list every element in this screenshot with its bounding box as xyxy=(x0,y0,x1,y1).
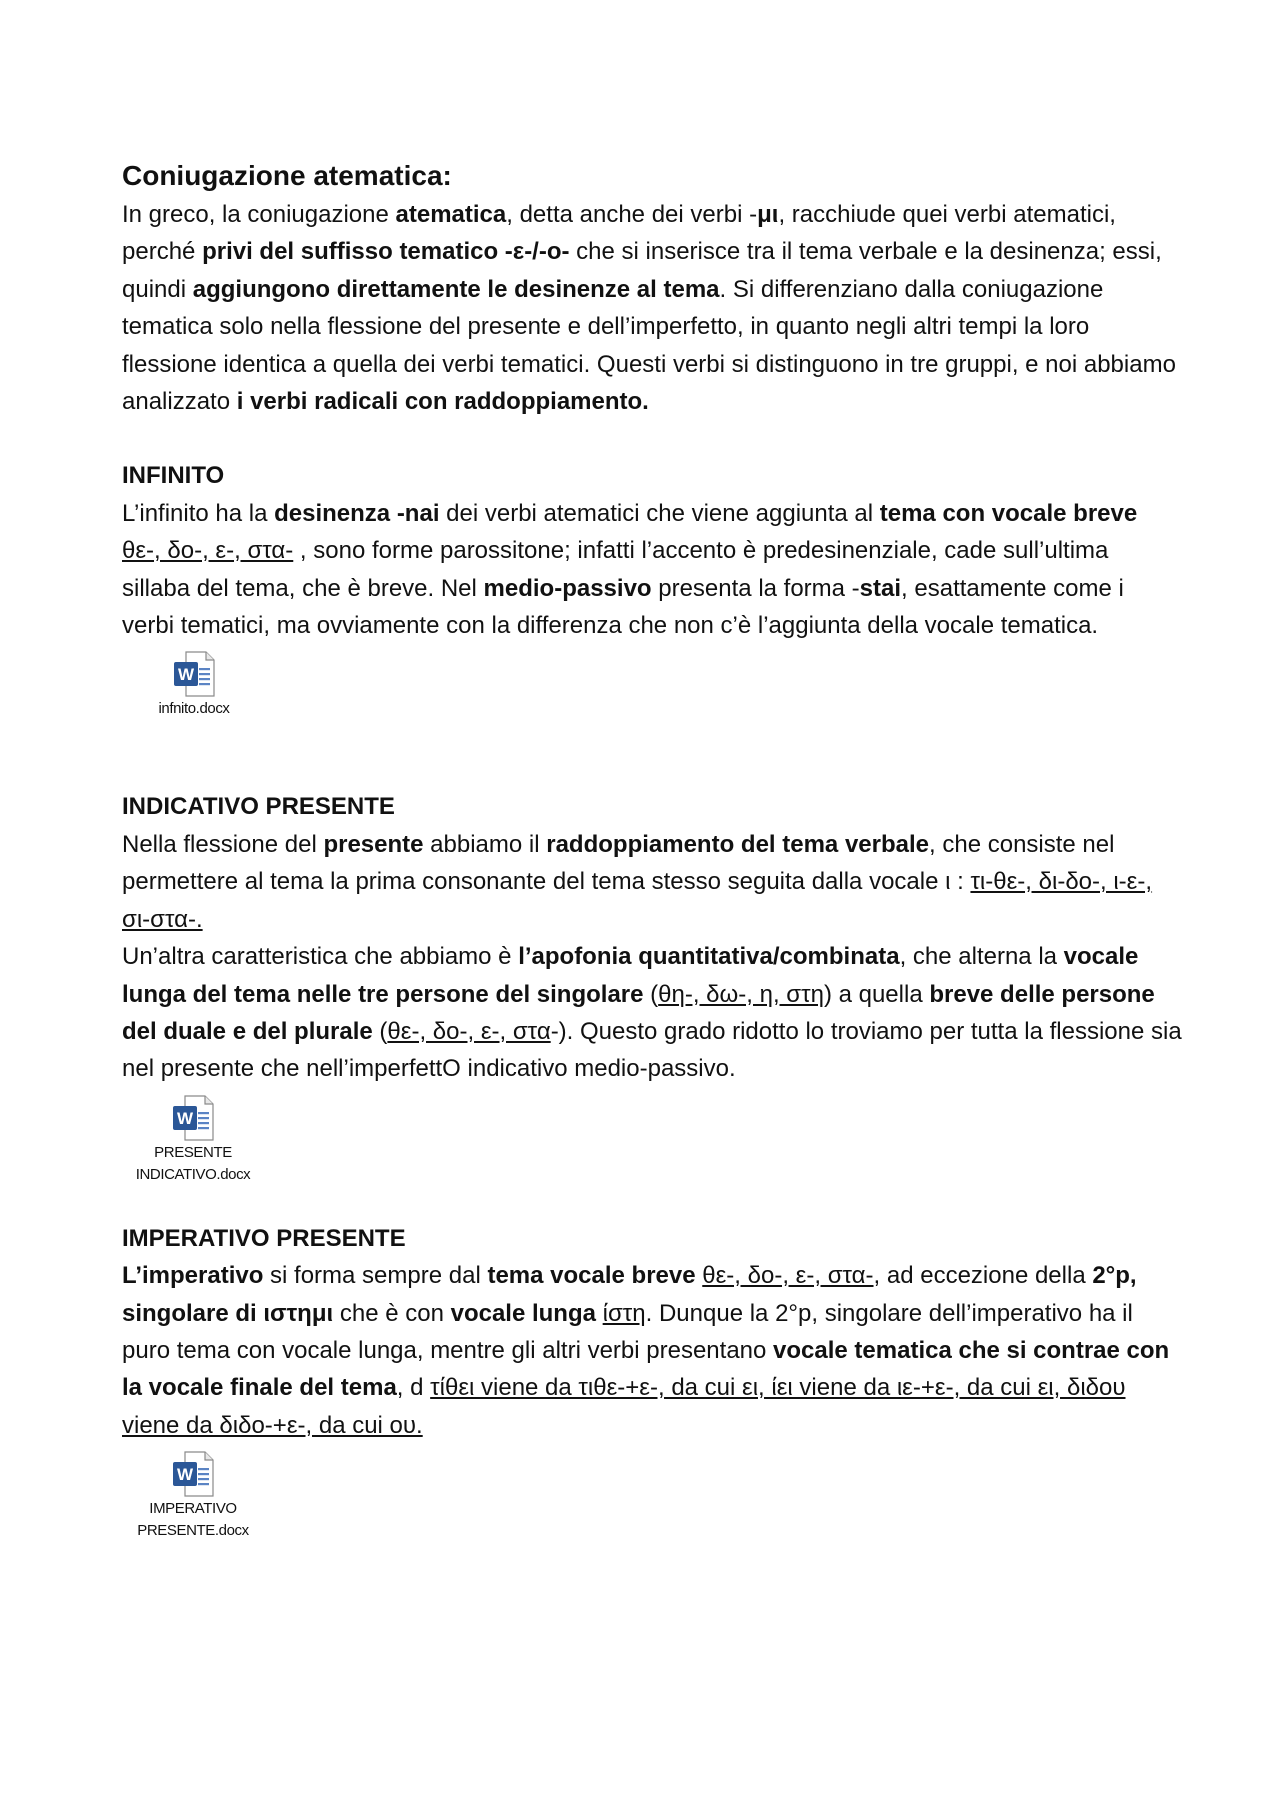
word-document-icon xyxy=(172,650,216,698)
text-run: , sono forme parossitone; infatti l’accento è predesinenziale, cade sull’ultima sillaba del tema, che è breve. Nel xyxy=(122,537,1109,602)
svg-text:W: W xyxy=(176,1108,194,1128)
attachment-filename-line1: PRESENTE xyxy=(154,1143,232,1161)
spacer xyxy=(122,720,1182,788)
bold-run: μι xyxy=(757,201,779,228)
spacer xyxy=(122,1186,1182,1220)
presente-paragraph-2 xyxy=(122,938,1182,1088)
underlined-run: θε-, δο-, ε-, στα- xyxy=(702,1262,874,1290)
text-run: ( xyxy=(372,1017,388,1045)
text-run: . Dunque la 2°p, singolare dell’imperativo ha il puro tema con vocale lunga, mentre gli altri verbi presentano xyxy=(122,1299,1133,1364)
word-document-icon xyxy=(171,1450,215,1498)
text-run: , esattamente come i verbi tematici, ma ovviamente con la differenza che non c’è l’aggiunta della vocale tematica. xyxy=(122,574,1124,640)
text-run: ) a quella xyxy=(823,980,930,1008)
bold-run: tema vocale breve xyxy=(487,1262,696,1290)
text-run: L’infinito ha la xyxy=(122,499,275,527)
bold-run: raddoppiamento del tema verbale xyxy=(546,830,930,858)
text-run: , che alterna la xyxy=(899,943,1064,971)
text-run: Un’altra caratteristica che abbiamo è xyxy=(122,943,519,971)
text-run: che è con xyxy=(333,1299,451,1327)
bold-run: aggiungono direttamente le desinenze al tema xyxy=(192,275,720,303)
bold-run: atematica xyxy=(395,201,507,228)
attachment-filename-line1: IMPERATIVO xyxy=(149,1500,237,1518)
underlined-run: ίστη xyxy=(602,1299,646,1327)
section-heading-imperativo: IMPERATIVO PRESENTE xyxy=(122,1224,406,1252)
spacer xyxy=(122,420,1182,457)
bold-run: i verbi radicali con raddoppiamento. xyxy=(236,388,649,416)
bold-run: presente xyxy=(323,830,424,858)
svg-text:W: W xyxy=(177,665,195,685)
bold-run: vocale tematica che si contrae con la vocale finale del tema xyxy=(122,1336,1170,1402)
text-run: In greco, la coniugazione xyxy=(122,201,396,228)
bold-run: medio-passivo xyxy=(483,574,652,602)
underlined-run: τι-θε-, δι-δο-, ι-ε-, σι-στα-. xyxy=(122,868,1153,933)
text-run: Nella flessione del xyxy=(122,830,324,858)
bold-run: stai xyxy=(859,574,902,602)
text-run: presenta la forma - xyxy=(651,574,860,602)
bold-run: vocale lunga del tema nelle tre persone del singolare xyxy=(122,943,1139,1008)
section-heading-presente: INDICATIVO PRESENTE xyxy=(122,793,395,821)
document-body xyxy=(122,156,1182,1542)
bold-run: tema con vocale breve xyxy=(879,499,1138,527)
page-title: Coniugazione atematica: xyxy=(122,160,452,191)
presente-paragraph-1 xyxy=(122,826,1182,938)
underlined-run: θη-, δω-, η, στη xyxy=(658,980,824,1008)
underlined-run: θε-, δο-, ε-, στα- xyxy=(122,537,294,565)
attachment-filename-line2: INDICATIVO.docx xyxy=(135,1165,251,1183)
attachment-imperativo-presente[interactable] xyxy=(118,1444,268,1542)
text-run: -). Questo grado ridotto lo troviamo per tutta la flessione sia nel presente che nell’imperfettO indicativo medio-passivo. xyxy=(122,1017,1182,1083)
attachment-filename-line2: PRESENTE.docx xyxy=(137,1522,249,1540)
section-heading-infinito: INFINITO xyxy=(122,462,225,490)
word-document-icon xyxy=(171,1094,215,1142)
text-run: si forma sempre dal xyxy=(263,1262,488,1290)
text-run: ( xyxy=(643,980,659,1008)
text-run: , racchiude quei verbi atematici, perché xyxy=(122,201,1116,266)
bold-run: breve delle persone del duale e del plurale xyxy=(122,980,1155,1045)
svg-text:W: W xyxy=(176,1465,194,1485)
attachment-infinito[interactable] xyxy=(119,644,269,720)
text-run: che si inserisce tra il tema verbale e la desinenza; essi, quindi xyxy=(122,238,1162,303)
bold-run: 2°p, singolare di ιστημι xyxy=(122,1262,1137,1327)
text-run: dei verbi atematici che viene aggiunta al xyxy=(439,499,880,527)
text-run: . Si differenziano dalla coniugazione tematica solo nella flessione del presente e dell’imperfetto, in quanto negli altri tempi la loro flessione identica a quella dei verbi tematici. Questi verbi si distinguono in tre gruppi, e noi abbiamo analizzato xyxy=(122,275,1176,416)
text-run xyxy=(596,1300,603,1327)
infinito-paragraph xyxy=(122,495,1182,645)
bold-run: desinenza -nai xyxy=(274,499,440,527)
bold-run: L’imperativo xyxy=(122,1262,264,1290)
text-run: , ad eccezione della xyxy=(873,1262,1093,1290)
text-run: , che consiste nel permettere al tema la prima consonante del tema stesso seguita dalla vocale ι : xyxy=(122,830,1115,896)
underlined-run: θε-, δο-, ε-, στα xyxy=(387,1017,551,1045)
bold-run: privi del suffisso tematico -ε-/-ο- xyxy=(202,238,570,266)
text-run: abbiamo il xyxy=(423,830,547,858)
bold-run: l’apofonia quantitativa/combinata xyxy=(518,943,900,971)
intro-paragraph xyxy=(122,196,1182,420)
imperativo-paragraph xyxy=(122,1257,1182,1444)
underlined-run: τίθει viene da τιθε-+ε-, da cui ει, ίει viene da ιε-+ε-, da cui ει, διδου viene da διδο-+ε-, da cui ου. xyxy=(122,1374,1126,1439)
text-run: , d xyxy=(396,1374,431,1402)
attachment-filename: infnito.docx xyxy=(158,700,230,718)
attachment-presente-indicativo[interactable] xyxy=(118,1088,268,1186)
bold-run: vocale lunga xyxy=(450,1299,596,1327)
text-run: , detta anche dei verbi - xyxy=(506,201,758,228)
